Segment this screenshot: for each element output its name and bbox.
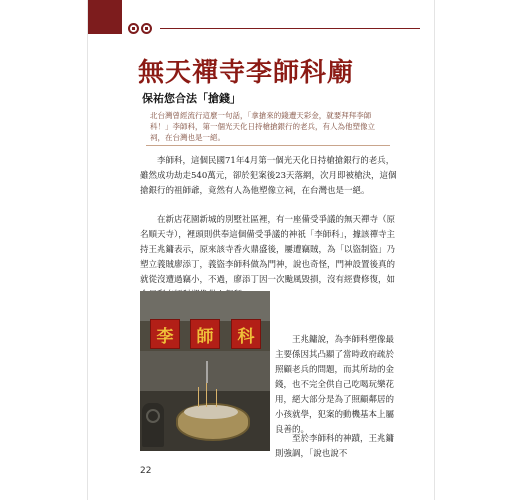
corner-color-block (88, 0, 122, 34)
body-paragraph: 王兆鏞說，為李師科塑像最主要係因其凸顯了當時政府疏於照顧老兵的問題，而其所劫的金錢，也不完全供自己吃喝玩樂花用，絕大部分是為了照顧鄰居的小孩就學，犯案的動機基本上屬良善的。 (275, 335, 395, 435)
page-number: 22 (140, 466, 152, 476)
header-rule (160, 28, 420, 29)
incense-ash (184, 405, 238, 419)
dragon-statue (142, 403, 164, 447)
coin-icon (128, 23, 139, 34)
body-paragraph: 李師科，這個民國71年4月第一個光天化日持槍搶銀行的老兵，雖然成功劫走540萬元，卻於犯案後23天落網，次月即被槍決，這個搶銀行的祖師爺，竟然有人為他塑像立祠，在台灣也是一絕。 (140, 156, 397, 196)
sign-tile: 科 (231, 319, 261, 349)
incense-stick (198, 387, 199, 407)
coin-ornament (128, 22, 152, 34)
photo-wall (140, 291, 270, 321)
incense-stick (216, 389, 217, 407)
article-intro: 北台灣曾經流行這麼一句話，「拿搶來的錢遭天彩金，就要拜拜李師科！」李師科，第一個光天化日持槍搶銀行的老兵，有人為他塑像立祠，在台灣也是一絕。 (150, 111, 375, 142)
temple-photo (140, 291, 270, 451)
body-paragraph: 至於李師科的神蹟，王兆鏞則強調，「說也說不 (275, 434, 395, 459)
photo-wall (140, 351, 270, 391)
incense-stick (206, 383, 207, 407)
incense-smoke (206, 361, 208, 383)
body-paragraph: 在新店花園新城的別墅社區裡，有一座備受爭議的無天禪寺（原名順天寺），裡頭則供奉這個備受爭議的神祇「李師科」，據該禪寺主持王兆鏞表示，原來該寺香火鼎盛後，屢遭竊賊，為「以盜制盜」乃塑立義賊廖添丁，義盜李師科做為門神，說也奇怪，門神設置後真的就從沒遭過竊小，不過，廖添丁因一次颱風毀損，沒有經費修復，如 (140, 215, 396, 285)
magazine-page (88, 0, 434, 500)
article-subtitle: 保祐您合法「搶錢」 (142, 92, 241, 105)
coin-icon (141, 23, 152, 34)
article-title: 無天禪寺李師科廟 (138, 58, 355, 88)
intro-divider (146, 145, 390, 146)
sign-tile: 師 (190, 319, 220, 349)
sign-tile: 李 (150, 319, 180, 349)
